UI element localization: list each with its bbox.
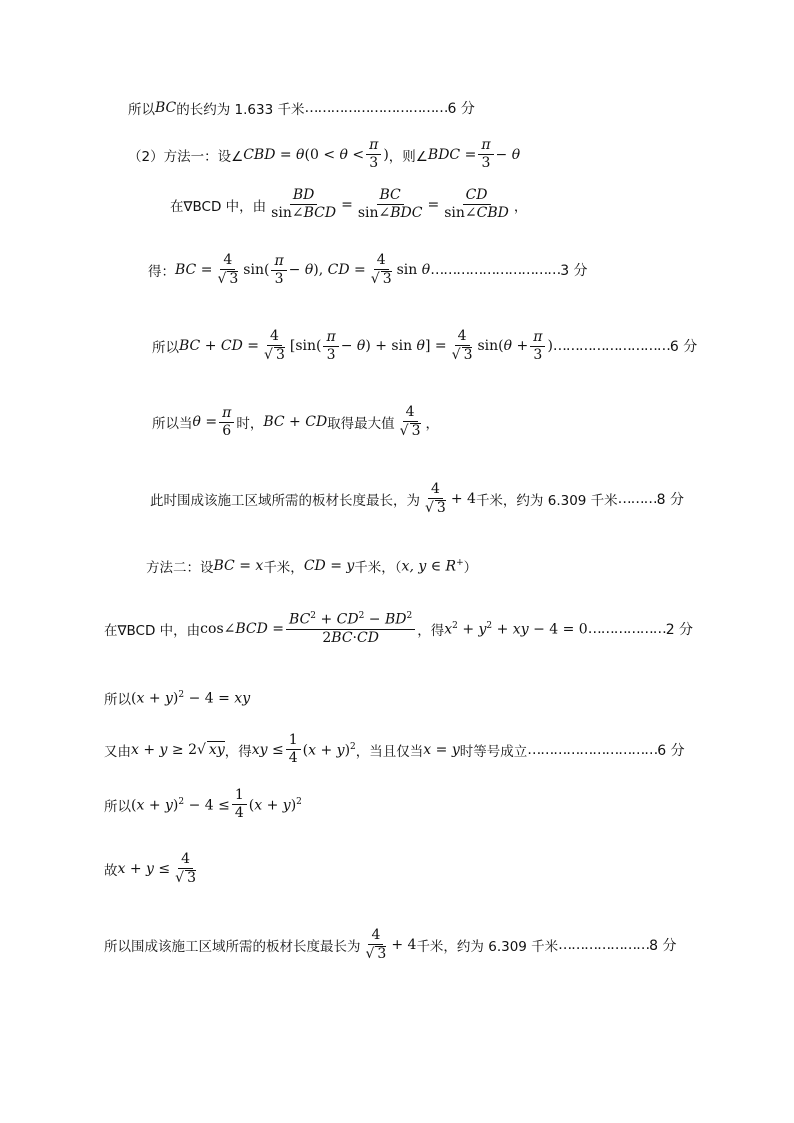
text: 又由: [104, 743, 131, 760]
score: 8 分: [649, 938, 677, 955]
line-6: 所以当 θ = $\frac{\pi}{6}$ 时， BC + CD 取得最大值 $\frac{4}{√ 3}$ ，: [152, 404, 440, 440]
score: 6 分: [447, 101, 475, 117]
fraction: $\frac{4}{√ 3}$: [365, 927, 387, 963]
line-1: [128, 98, 475, 118]
text: ，得: [224, 743, 252, 760]
score: 3 分: [560, 263, 588, 280]
line-2: [128, 138, 520, 172]
text: 所以: [104, 798, 131, 815]
fraction: $\frac{\pi}{6}$: [219, 406, 234, 440]
fraction: $\frac{CD}{\text{sin∠CBD}}$: [444, 187, 509, 222]
line-11: 又由 x + y ≥ 2√ xy ，得 xy ≤ $\frac{1}{4}$ $(x + y)^2$ ，当且仅当 x = y 时等号成立 ………………………… 6 分: [104, 732, 685, 767]
text: 方法二：设: [146, 560, 214, 576]
fraction: $\frac{BC^2 + CD^2 - BD^2}{2BC\cdot CD}$: [286, 612, 415, 646]
dot-leader: …………………: [558, 937, 650, 954]
dot-leader: ………………………: [552, 338, 670, 355]
dot-leader: ……………………………: [304, 100, 448, 116]
line-3: 在∇BCD 中，由 $\frac{BD}{\text{sin∠BCD}}$ = $\frac{BC}{\text{sin∠BDC}}$ = $\frac{CD}{\text{sin∠CBD}}$ ，: [170, 187, 528, 222]
dot-leader: …………………………: [527, 741, 658, 758]
text: 时等号成立: [459, 743, 528, 760]
fraction: $\frac{\pi}{3}$: [478, 138, 493, 172]
line-5: 所以 BC + CD = $\frac{4}{√ 3}$ [sin( $\frac{\pi}{3}$ − θ) + sin θ] = $\frac{4}{√ 3}$ sin(θ + $\frac{\pi}{3}$ ) ……………………… 6 分: [152, 328, 698, 364]
text: 得：: [148, 264, 175, 281]
fraction: $\frac{\pi}{3}$: [366, 138, 381, 172]
score: 6 分: [657, 742, 685, 759]
text: 时，: [236, 416, 264, 433]
fraction: $\frac{1}{4}$: [232, 788, 247, 822]
text: ，则∠: [388, 148, 428, 165]
text: 所以围成该施工区域所需的板材长度最长为: [104, 939, 361, 956]
fraction: $\frac{BD}{\text{sin∠BCD}}$: [271, 187, 337, 222]
text: 千米，约为 6.309 千米: [475, 493, 618, 510]
dot-leader: ………: [617, 491, 657, 508]
line-10: 所以 $(x + y)^2 - 4$ = xy: [104, 689, 251, 708]
fraction: $\frac{4}{√ 3}$: [175, 851, 196, 887]
text: 千米，: [263, 560, 304, 576]
text: 取得最大值: [327, 416, 395, 433]
fraction: $\frac{\pi}{3}$: [271, 254, 286, 288]
text: ，得: [417, 623, 445, 640]
text: 此时围成该施工区域所需的板材长度最长，为: [150, 493, 420, 510]
text: 所以当: [152, 416, 193, 433]
dot-leader: …………………………: [430, 262, 561, 279]
text: 千米，约为 6.309 千米: [416, 939, 559, 956]
line-7: 此时围成该施工区域所需的板材长度最长，为 $\frac{4}{√ 3}$ + 4 千米，约为 6.309 千米 ……… 8 分: [150, 481, 685, 517]
text: 所以: [128, 102, 155, 118]
line-4: 得： BC = $\frac{4}{√ 3}$ sin( $\frac{\pi}{3}$ − θ), CD = $\frac{4}{√ 3}$ sin θ ………………………… 3 分: [148, 252, 588, 288]
score: 6 分: [669, 339, 698, 356]
fraction: $\frac{4}{√ 3}$: [451, 328, 473, 364]
fraction: $\frac{\pi}{3}$: [323, 330, 338, 364]
fraction: $\frac{4}{√ 3}$: [425, 481, 446, 517]
text: 所以: [152, 340, 179, 357]
line-13: 故 x + y ≤ $\frac{4}{√ 3}$: [104, 852, 201, 887]
math: BDC =: [427, 146, 477, 163]
line-9: 在∇BCD 中，由 cos∠BCD = $\frac{BC^2 + CD^2 - BD^2}{2BC\cdot CD}$ ，得 $x^2 + y^2$ + xy − 4 = 0 ……………… 2 分: [104, 611, 694, 647]
line-12: 所以 $(x + y)^2 - 4$ ≤ $\frac{1}{4}$ $(x + y)^2$: [104, 787, 302, 822]
math: ): [383, 146, 389, 163]
text: 千米，（: [354, 560, 402, 576]
math-var: BC: [155, 100, 177, 116]
fraction: $\frac{1}{4}$: [286, 733, 301, 767]
text: ，当且仅当: [355, 743, 424, 760]
fraction: $\frac{4}{√ 3}$: [217, 252, 239, 288]
line-8: 方法二：设 BC = x 千米， CD = y 千米，（ x, y ∈ R+ ）: [146, 557, 478, 576]
math: CBD = θ(0 < θ <: [243, 146, 365, 163]
score: 2 分: [665, 622, 694, 639]
score: 8 分: [656, 492, 685, 509]
text: 在∇BCD 中，由: [170, 198, 267, 215]
fraction: $\frac{BC}{\text{sin∠BDC}}$: [357, 187, 423, 222]
text: 所以: [104, 692, 131, 708]
text: 故: [104, 863, 118, 880]
math: − θ: [495, 146, 521, 163]
fraction: $\frac{4}{√ 3}$: [399, 404, 421, 440]
dot-leader: ………………: [587, 621, 666, 638]
fraction: $\frac{4}{√ 3}$: [370, 252, 392, 288]
fraction: $\frac{\pi}{3}$: [530, 330, 545, 364]
fraction: $\frac{4}{√ 3}$: [264, 328, 285, 364]
text: 的长约为 1.633 千米: [176, 102, 305, 118]
text: （2）方法一：设∠: [128, 148, 244, 165]
text: 在∇BCD 中，由: [104, 623, 201, 640]
line-14: 所以围成该施工区域所需的板材长度最长为 $\frac{4}{√ 3}$ + 4 千米，约为 6.309 千米 ………………… 8 分: [104, 927, 677, 963]
